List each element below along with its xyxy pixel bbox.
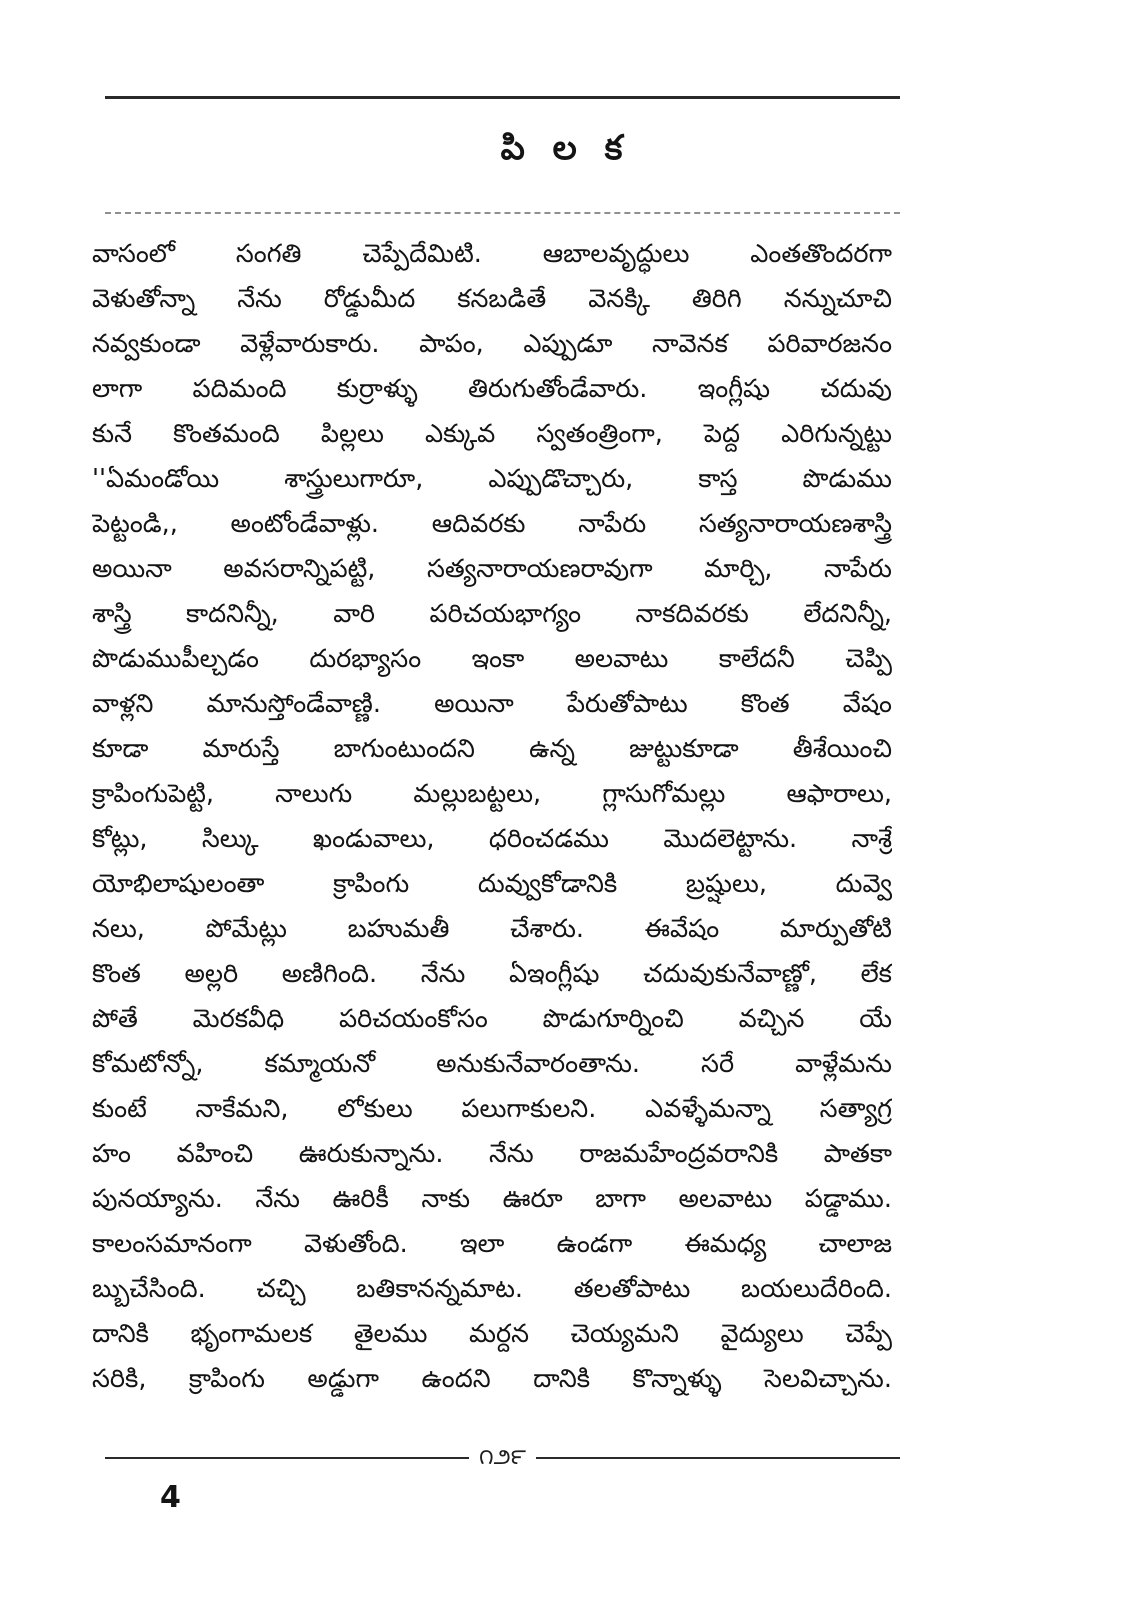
text-line: పెట్టండి,, అంటోండేవాళ్లు. ఆదివరకు నాపేరు సత్యనారాయణశాస్త్రి: [92, 509, 892, 539]
page-title: పి ల క: [500, 128, 631, 168]
text-line: పునయ్యాను. నేను ఊరికీ నాకు ఊరూ బాగా అలవాటు పడ్డాము.: [92, 1184, 892, 1214]
text-line: కోట్లు, సిల్కు ఖండువాలు, ధరించడము మొదలెట్టాను. నాశ్రే: [92, 824, 892, 854]
text-line: కోమటోన్నో, కమ్మాయనో అనుకునేవారంతాను. సరే వాళ్లేమను: [92, 1049, 892, 1079]
text-line: నలు, పోమేట్లు బహుమతీ చేశారు. ఈవేషం మార్పుతోటి: [92, 914, 892, 944]
text-line: హం వహించి ఊరుకున్నాను. నేను రాజమహేంద్రవరానికి పాతకా: [92, 1139, 892, 1169]
text-line: పోతే మెరకవీధి పరిచయంకోసం పొడుగూర్నించి వచ్చిన యే: [92, 1004, 892, 1034]
text-line: ''ఏమండోయి శాస్త్రులుగారూ, ఎప్పుడొచ్చారు, కాస్త పొడుము: [92, 464, 892, 494]
signature-mark: ౧౨౯: [479, 1445, 526, 1470]
text-line: వెళుతోన్నా నేను రోడ్డుమీద కనబడితే వెనక్కి తిరిగి నన్నుచూచి: [92, 284, 892, 314]
text-line: బ్బుచేసింది. చచ్చి బతికానన్నమాట. తలతోపాటు బయలుదేరింది.: [92, 1274, 892, 1304]
footer-rule: [105, 1443, 900, 1473]
footer-rule-left: [105, 1457, 469, 1459]
footer-rule-right: [536, 1457, 900, 1459]
text-line: వాళ్లని మానుస్తోండేవాణ్ణి. అయినా పేరుతోపాటు కొంత వేషం: [92, 689, 892, 719]
text-line: క్రాపింగుపెట్టి, నాలుగు మల్లుబట్టలు, గ్లాసుగోమల్లు ఆఫారాలు,: [92, 779, 892, 809]
text-line: కుంటే నాకేమని, లోకులు పలుగాకులని. ఎవళ్ళేమన్నా సత్యాగ్ర: [92, 1094, 892, 1124]
text-line: సరికి, క్రాపింగు అడ్డుగా ఉందని దానికి కొన్నాళ్ళు సెలవిచ్చాను.: [92, 1364, 892, 1394]
text-line: కూడా మారుస్తే బాగుంటుందని ఉన్న జుట్టుకూడా తీశేయించి: [92, 734, 892, 764]
page-number: 4: [160, 1480, 181, 1515]
text-line: వాసంలో సంగతి చెప్పేదేమిటి. ఆబాలవృద్ధులు ఎంతతొందరగా: [92, 239, 892, 269]
text-line: కొంత అల్లరి అణిగింది. నేను ఏఇంగ్లీషు చదువుకునేవాణ్ణో, లేక: [92, 959, 892, 989]
body-paragraph: [92, 232, 892, 1402]
text-line: పొడుముపీల్చడం దురభ్యాసం ఇంకా అలవాటు కాలేదనీ చెప్పి: [92, 644, 892, 674]
header-divider: [105, 212, 900, 214]
text-line: యోభిలాషులంతా క్రాపింగు దువ్వుకోడానికి బ్రష్షులు, దువ్వె: [92, 869, 892, 899]
text-line: శాస్త్రి కాదనిన్నీ, వారి పరిచయభాగ్యం నాకదివరకు లేదనిన్నీ,: [92, 599, 892, 629]
text-line: కాలంసమానంగా వెళుతోంది. ఇలా ఉండగా ఈమధ్య చాలాజ: [92, 1229, 892, 1259]
text-line: కునే కొంతమంది పిల్లలు ఎక్కువ స్వతంత్రింగా, పెద్ద ఎరిగున్నట్టు: [92, 419, 892, 449]
text-line: దానికి భృంగామలక తైలము మర్దన చెయ్యమని వైద్యులు చెప్పే: [92, 1319, 892, 1349]
text-line: అయినా అవసరాన్నిపట్టి, సత్యనారాయణరావుగా మార్చి, నాపేరు: [92, 554, 892, 584]
text-line: నవ్వకుండా వెళ్లేవారుకారు. పాపం, ఎప్పుడూ నావెనక పరివారజనం: [92, 329, 892, 359]
text-line: లాగా పదిమంది కుర్రాళ్ళు తిరుగుతోండేవారు. ఇంగ్లీషు చదువు: [92, 374, 892, 404]
top-rule: [105, 96, 900, 99]
